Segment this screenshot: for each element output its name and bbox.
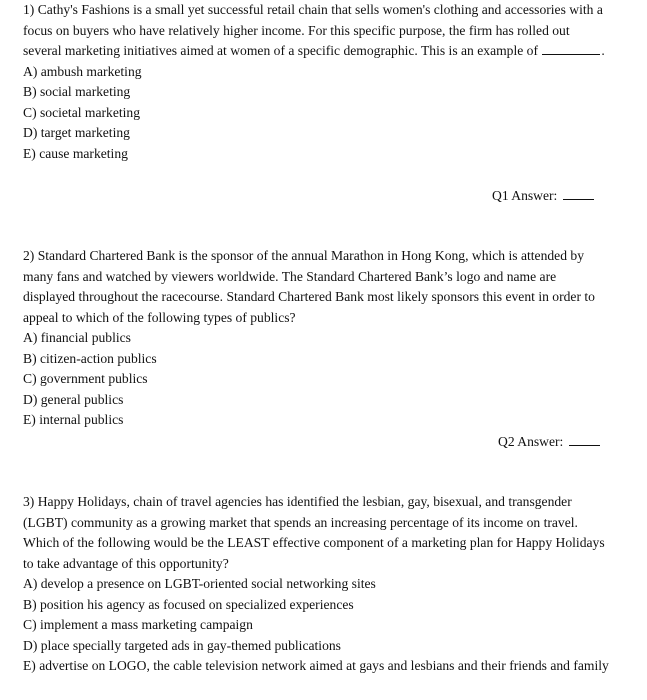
question-1-options	[23, 62, 608, 165]
question-1-option-c: C) societal marketing	[23, 104, 141, 120]
question-1-answer-blank[interactable]	[563, 197, 594, 200]
question-1-option-a: A) ambush marketing	[23, 63, 142, 79]
question-3-option-a: A) develop a presence on LGBT-oriented social networking sites	[23, 576, 376, 591]
question-2-option-e: E) internal publics	[23, 412, 124, 427]
question-3-option-c: C) implement a mass marketing campaign	[23, 617, 253, 632]
question-2-answer-label: Q2 Answer:	[498, 434, 564, 449]
question-1-option-e: E) cause marketing	[23, 145, 128, 161]
question-1-answer-label: Q1 Answer:	[492, 188, 558, 203]
question-1-answer-line	[492, 186, 594, 207]
question-2-stem: 2) Standard Chartered Bank is the sponsor of the annual Marathon in Hong Kong, which is attended by many fans and watched by viewers worldwide. The Standard Chartered Bank’s logo and name are displayed throughout the racecourse. Standard Chartered Bank most likely sponsors this event in order to appeal to which of the following types of publics?	[23, 248, 595, 325]
question-1-stem	[23, 0, 608, 62]
question-3-option-e: E) advertise on LOGO, the cable television network aimed at gays and lesbians and their friends and family	[23, 658, 609, 673]
question-1-fill-blank	[542, 43, 600, 55]
question-2-answer-line	[498, 432, 600, 453]
question-2-option-a: A) financial publics	[23, 330, 131, 345]
question-1-stem-end: .	[601, 43, 605, 58]
question-1-option-d: D) target marketing	[23, 125, 130, 140]
question-3-stem: 3) Happy Holidays, chain of travel agencies has identified the lesbian, gay, bisexual, and transgender (LGBT) community as a growing market that spends an increasing percentage of its income on travel. Which of the following would be the LEAST effective component of a marketing plan for Happy Holidays to take advantage of this opportunity?	[23, 494, 605, 571]
question-1-stem-text: 1) Cathy's Fashions is a small yet successful retail chain that sells women's clothing and accessories with a focus on buyers who have relatively higher income. For this specific purpose, the firm has rolled out several marketing initiatives aimed at women of a specific demographic. This is an example of	[23, 2, 603, 58]
question-1	[23, 0, 608, 164]
question-2-option-d: D) general publics	[23, 391, 124, 407]
question-3-option-b: B) position his agency as focused on specialized experiences	[23, 596, 354, 612]
question-3-options	[23, 574, 613, 677]
question-3-option-d: D) place specially targeted ads in gay-themed publications	[23, 637, 341, 653]
question-2-answer-blank[interactable]	[569, 443, 600, 446]
question-1-option-b: B) social marketing	[23, 84, 131, 99]
question-3	[23, 492, 613, 677]
question-2-option-c: C) government publics	[23, 371, 148, 386]
question-2-options	[23, 328, 611, 431]
question-2	[23, 246, 611, 431]
question-2-option-b: B) citizen-action publics	[23, 350, 157, 366]
